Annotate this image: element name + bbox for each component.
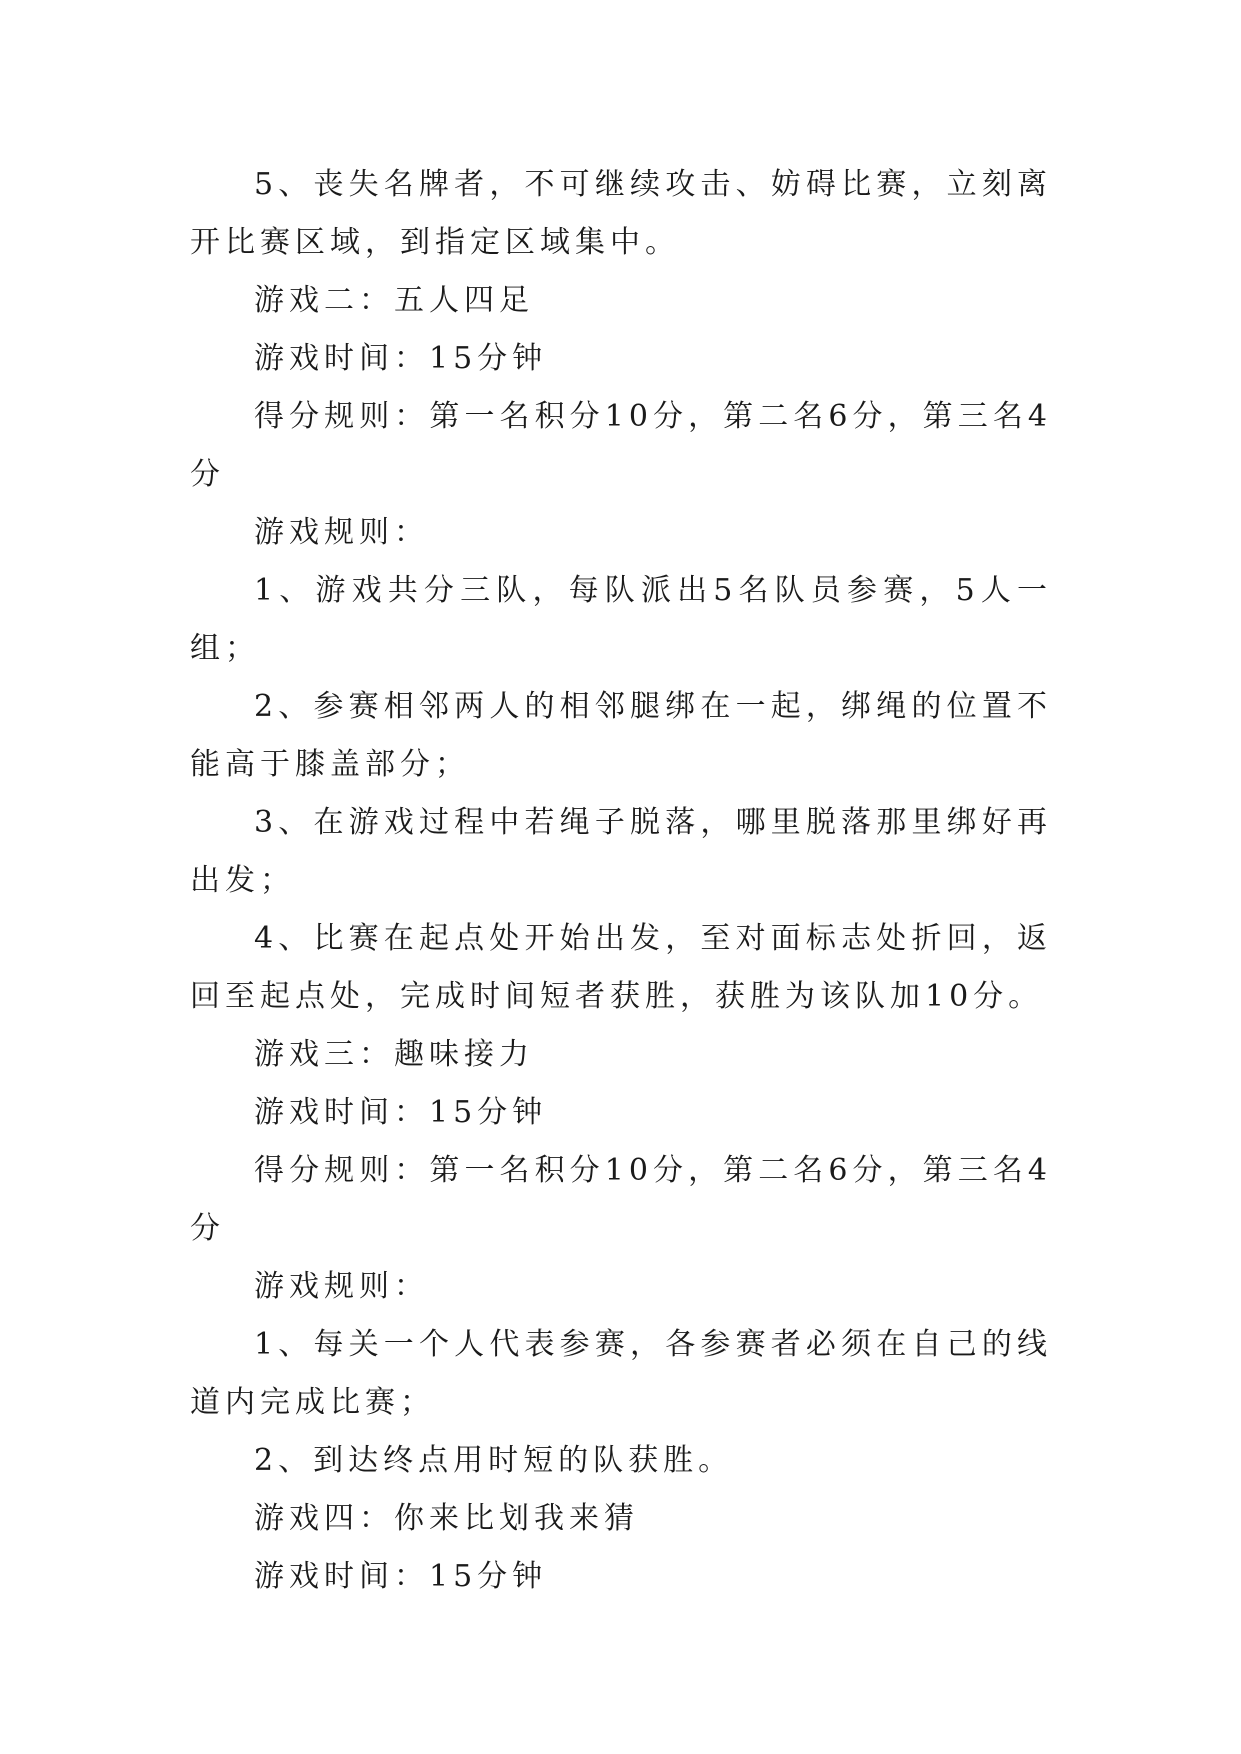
game-3-rules-heading: 游戏规则： (254, 1269, 429, 1304)
game-4-title: 游戏四：你来比划我来猜 (254, 1501, 639, 1536)
game-2-rule-3: 3、在游戏过程中若绳子脱落，哪里脱落那里绑好再出发； (190, 805, 1052, 898)
game-2-title: 游戏二：五人四足 (254, 283, 534, 318)
game-2-time: 游戏时间：15分钟 (254, 341, 548, 376)
game-3-time: 游戏时间：15分钟 (254, 1095, 548, 1130)
rule-5-paragraph: 5、丧失名牌者，不可继续攻击、妨碍比赛，立刻离开比赛区域，到指定区域集中。 (190, 167, 1052, 260)
game-3-rule-1: 1、每关一个人代表参赛，各参赛者必须在自己的线道内完成比赛； (190, 1327, 1052, 1420)
game-3-scoring: 得分规则：第一名积分10分，第二名6分，第三名4分 (190, 1153, 1052, 1246)
game-2-rule-2: 2、参赛相邻两人的相邻腿绑在一起，绑绳的位置不能高于膝盖部分； (190, 689, 1052, 782)
game-4-time: 游戏时间：15分钟 (254, 1559, 548, 1594)
document-body (190, 156, 1052, 1606)
game-2-rules-heading: 游戏规则： (254, 515, 429, 550)
game-2-rule-4: 4、比赛在起点处开始出发，至对面标志处折回，返回至起点处，完成时间短者获胜，获胜为该队加10分。 (190, 921, 1052, 1014)
game-2-scoring: 得分规则：第一名积分10分，第二名6分，第三名4分 (190, 399, 1052, 492)
game-3-rule-2: 2、到达终点用时短的队获胜。 (254, 1443, 734, 1478)
game-2-rule-1: 1、游戏共分三队，每队派出5名队员参赛，5人一组； (190, 573, 1052, 666)
game-3-title: 游戏三：趣味接力 (254, 1037, 534, 1072)
